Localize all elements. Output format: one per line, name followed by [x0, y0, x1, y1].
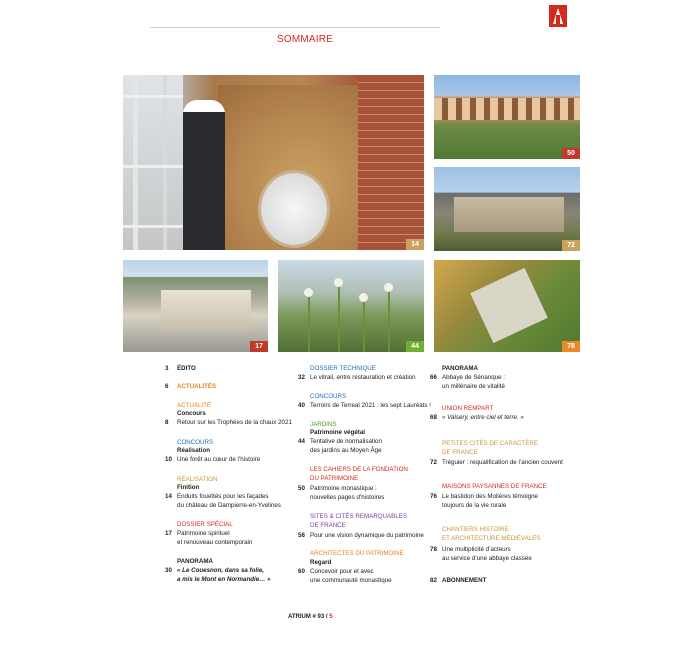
photo-facade-plastering — [123, 75, 424, 250]
photo-garden-plants — [278, 260, 424, 352]
page-number: 5 — [329, 614, 333, 620]
photo-abbey-aerial — [123, 260, 268, 352]
photo-cloister — [434, 75, 580, 159]
page-footer — [288, 614, 333, 620]
photo-page-number: 72 — [562, 240, 580, 251]
photo-page-number: 44 — [406, 341, 424, 352]
photo-page-number: 14 — [406, 239, 424, 250]
photo-page-number: 50 — [562, 148, 580, 159]
atrium-logo — [549, 5, 567, 27]
header-rule — [150, 27, 440, 28]
photo-page-number: 78 — [562, 341, 580, 352]
photo-abbey-countryside — [434, 260, 580, 352]
issue-label: ATRIUM # 93 / — [288, 614, 328, 620]
photo-page-number: 17 — [250, 341, 268, 352]
page-title: SOMMAIRE — [276, 34, 334, 45]
photo-convent — [434, 167, 580, 251]
